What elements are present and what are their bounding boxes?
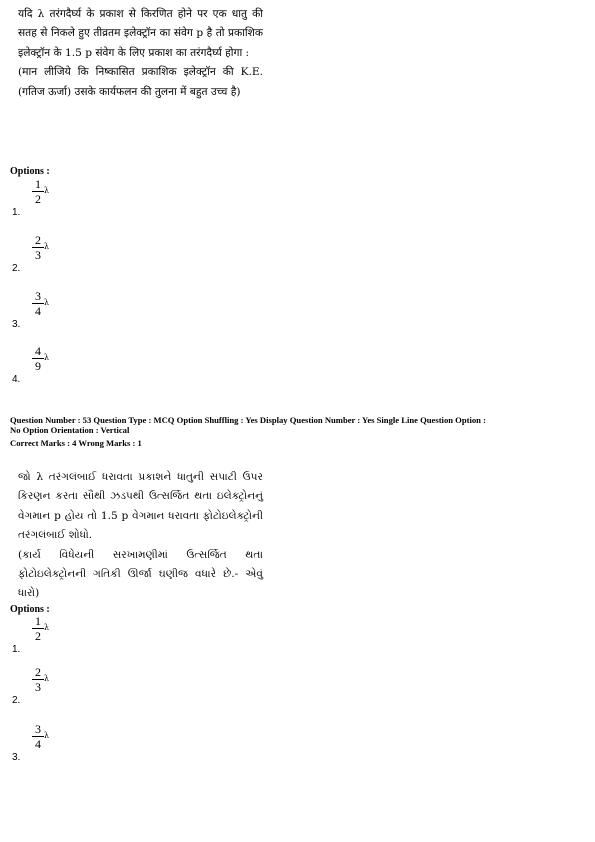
option-number: 3. bbox=[12, 319, 21, 330]
option-fraction: 4 9 bbox=[32, 345, 44, 372]
option-number: 4. bbox=[12, 374, 21, 385]
lambda-symbol: λ bbox=[44, 298, 50, 307]
question-52-text bbox=[18, 5, 263, 102]
question-paragraph: यदि λ तरंगदैर्घ्य के प्रकाश से किरणित होने पर एक धातु की सतह से निकले हुए तीव्रतम इलेक्ट्रॉन का संवेग p है तो प्रकाशिक इलेक्ट्रॉन के 1.5 p संवेग के लिए प्रकाश का तरंगदैर्घ्य होगा : bbox=[18, 8, 263, 59]
option-fraction: 3 4 bbox=[32, 723, 44, 750]
option-number: 1. bbox=[12, 644, 21, 655]
lambda-symbol: λ bbox=[44, 731, 50, 740]
marks-meta: Correct Marks : 4 Wrong Marks : 1 bbox=[10, 438, 142, 448]
option-fraction: 3 4 bbox=[32, 290, 44, 317]
option-3[interactable] bbox=[12, 290, 92, 330]
option-orientation-meta: No Option Orientation : Vertical bbox=[10, 425, 130, 435]
option-fraction: 1 2 bbox=[32, 178, 44, 205]
option-number: 2. bbox=[12, 695, 21, 706]
option-fraction: 2 3 bbox=[32, 666, 44, 693]
option-number: 2. bbox=[12, 263, 21, 274]
question-53-meta: Question Number : 53 Question Type : MCQ Option Shuffling : Yes Display Question Number : Yes Single Line Question Option : bbox=[10, 415, 486, 425]
option-number: 1. bbox=[12, 207, 21, 218]
lambda-symbol: λ bbox=[44, 242, 50, 251]
option-3[interactable] bbox=[12, 723, 92, 763]
option-1[interactable] bbox=[12, 615, 92, 655]
option-fraction: 1 2 bbox=[32, 615, 44, 642]
question-53-text bbox=[18, 468, 263, 604]
question-note: (मान लीजिये कि निष्कासित प्रकाशिक इलेक्ट्रॉन की K.E. (गतिज ऊर्जा) उसके कार्यफलन की तुलना में बहुत उच्च है) bbox=[18, 66, 263, 98]
option-2[interactable] bbox=[12, 666, 92, 706]
lambda-symbol: λ bbox=[44, 353, 50, 362]
lambda-symbol: λ bbox=[44, 186, 50, 195]
option-4[interactable] bbox=[12, 345, 92, 385]
option-fraction: 2 3 bbox=[32, 234, 44, 261]
option-1[interactable] bbox=[12, 178, 92, 218]
options-label: Options : bbox=[10, 604, 50, 615]
option-2[interactable] bbox=[12, 234, 92, 274]
options-label: Options : bbox=[10, 166, 50, 177]
question-note: (કાર્ય વિધેયની સરખામણીમાં ઉત્સર્જિત થતા ફોટોઇલેક્ટ્રોનની ગતિકી ઊર્જા ઘણીજ વધારે છે.- એવું ધારો) bbox=[18, 548, 263, 600]
option-number: 3. bbox=[12, 752, 21, 763]
question-paragraph: જો λ તરંગલંબાઈ ધરાવતા પ્રકાશને ધાતુની સપાટી ઉપર કિરણન કરતા સૌથી ઝડપથી ઉત્સર્જિત થતા ઇલેક્ટ્રોનનું વેગમાન p હોય તો 1.5 p વેગમાન ધરાવતા ફોટોઇલેક્ટ્રોની તરંગલંબાઈ શોધો. bbox=[18, 471, 263, 542]
lambda-symbol: λ bbox=[44, 623, 50, 632]
lambda-symbol: λ bbox=[44, 674, 50, 683]
